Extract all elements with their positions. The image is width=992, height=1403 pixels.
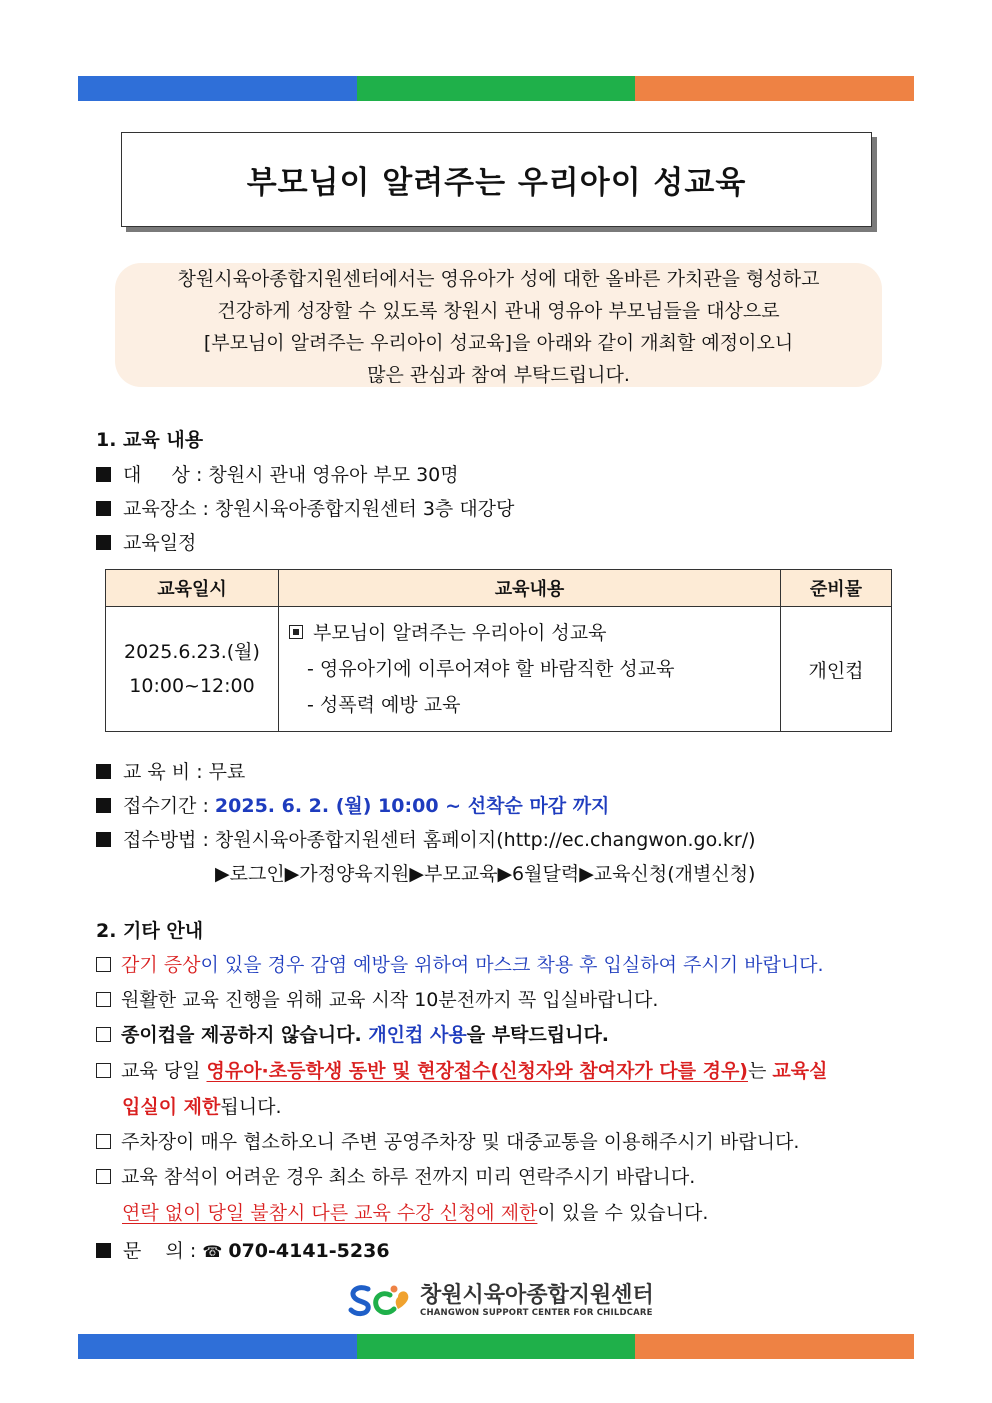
intro-line: 많은 관심과 참여 부탁드립니다. bbox=[367, 364, 630, 386]
note2-text: 원활한 교육 진행을 위해 교육 시작 10분전까지 꼭 입실바랍니다. bbox=[121, 989, 659, 1011]
fee-label: 교 육 비 bbox=[123, 761, 191, 783]
note5-text: 주차장이 매우 협소하오니 주변 공영주차장 및 대중교통을 이용해주시기 바랍니다. bbox=[121, 1131, 800, 1153]
section2-heading: 2. 기타 안내 bbox=[96, 920, 204, 942]
note3-b: 개인컵 사용 bbox=[368, 1024, 467, 1046]
bottom-color-stripe bbox=[78, 1334, 914, 1359]
checkbox-icon bbox=[96, 1063, 111, 1078]
note3-a: 종이컵을 제공하지 않습니다. bbox=[121, 1024, 362, 1046]
logo-name: 창원시육아종합지원센터 bbox=[420, 1283, 654, 1308]
method-row: 접수방법 : 창원시육아종합지원센터 홈페이지(http://ec.changwon.go.kr/) bbox=[96, 825, 756, 852]
target-row: 대 상 : 창원시 관내 영유아 부모 30명 bbox=[96, 460, 459, 487]
logo-mark-icon bbox=[348, 1283, 414, 1319]
checkbox-icon bbox=[96, 1027, 111, 1042]
method-path: ▶로그인▶가정양육지원▶부모교육▶6월달력▶교육신청(개별신청) bbox=[215, 863, 756, 885]
square-bullet-icon bbox=[96, 535, 111, 550]
place-label: 교육장소 bbox=[123, 498, 197, 520]
note-row-cont bbox=[122, 1198, 708, 1225]
note3-c: 을 부탁드립니다. bbox=[466, 1024, 610, 1046]
note-row bbox=[96, 1127, 799, 1154]
content-title: 부모님이 알려주는 우리아이 성교육 bbox=[313, 622, 607, 644]
place-row: 교육장소 : 창원시육아종합지원센터 3층 대강당 bbox=[96, 494, 514, 521]
intro-line: 건강하게 성장할 수 있도록 창원시 관내 영유아 부모님들을 대상으로 bbox=[217, 300, 780, 322]
note4-b: 영유아·초등학생 동반 및 현장접수(신청자와 참여자가 다를 경우) bbox=[206, 1060, 748, 1082]
note4-c: 는 bbox=[747, 1060, 773, 1082]
phone-icon: ☎ bbox=[202, 1242, 223, 1261]
schedule-content bbox=[279, 607, 781, 732]
note1-highlight: 감기 증상 bbox=[121, 954, 201, 976]
table-row bbox=[106, 607, 892, 732]
table-header: 준비물 bbox=[781, 570, 892, 607]
page-title: 부모님이 알려주는 우리아이 성교육 bbox=[246, 165, 747, 201]
note-row bbox=[96, 1020, 609, 1047]
schedule-time: 10:00~12:00 bbox=[129, 675, 255, 697]
note-row bbox=[96, 950, 824, 977]
intro-box bbox=[115, 263, 882, 387]
period-row: 접수기간 : 2025. 6. 2. (월) 10:00 ~ 선착순 마감 까지 bbox=[96, 791, 609, 818]
note4-e: 입실이 제한 bbox=[122, 1096, 221, 1118]
target-label: 대 상 bbox=[123, 464, 190, 486]
target-value: 창원시 관내 영유아 부모 30명 bbox=[208, 464, 459, 486]
period-value: 2025. 6. 2. (월) 10:00 ~ 선착순 마감 까지 bbox=[214, 795, 610, 817]
schedule-date: 2025.6.23.(월) bbox=[124, 641, 260, 663]
square-bullet-icon bbox=[96, 467, 111, 482]
table-header: 교육일시 bbox=[106, 570, 279, 607]
filled-square-bullet-icon bbox=[289, 625, 303, 639]
intro-line: 창원시육아종합지원센터에서는 영유아가 성에 대한 올바른 가치관을 형성하고 bbox=[177, 268, 820, 290]
note4-f: 됩니다. bbox=[220, 1096, 282, 1118]
checkbox-icon bbox=[96, 992, 111, 1007]
intro-line: [부모님이 알려주는 우리아이 성교육]을 아래와 같이 개최할 예정이오니 bbox=[203, 332, 794, 354]
content-item: - 영유아기에 이루어져야 할 바람직한 성교육 bbox=[307, 658, 675, 680]
schedule-label: 교육일정 bbox=[123, 532, 197, 554]
square-bullet-icon bbox=[96, 1243, 111, 1258]
square-bullet-icon bbox=[96, 798, 111, 813]
note-row bbox=[96, 1162, 695, 1189]
square-bullet-icon bbox=[96, 501, 111, 516]
note7-highlight: 연락 없이 당일 불참시 다른 교육 수강 신청에 제한 bbox=[122, 1202, 538, 1224]
note-row bbox=[96, 1056, 827, 1083]
place-value: 창원시육아종합지원센터 3층 대강당 bbox=[214, 498, 515, 520]
table-header: 교육내용 bbox=[279, 570, 781, 607]
contact-phone: 070-4141-5236 bbox=[228, 1240, 390, 1262]
schedule-row bbox=[96, 528, 196, 555]
note-row-cont bbox=[122, 1092, 282, 1119]
checkbox-icon bbox=[96, 1134, 111, 1149]
checkbox-icon bbox=[96, 1169, 111, 1184]
schedule-table bbox=[105, 569, 892, 732]
note4-a: 교육 당일 bbox=[121, 1060, 207, 1082]
checkbox-icon bbox=[96, 957, 111, 972]
contact-label: 문 의 bbox=[123, 1240, 184, 1262]
content-item: - 성폭력 예방 교육 bbox=[307, 694, 461, 716]
fee-value: 무료 bbox=[208, 761, 246, 783]
note6-text: 교육 참석이 어려운 경우 최소 하루 전까지 미리 연락주시기 바랍니다. bbox=[121, 1166, 696, 1188]
note4-d: 교육실 bbox=[772, 1060, 828, 1082]
title-box bbox=[121, 132, 872, 227]
fee-row: 교 육 비 : 무료 bbox=[96, 757, 245, 784]
schedule-datetime bbox=[106, 607, 279, 732]
contact-row: 문 의 : ☎ 070-4141-5236 bbox=[96, 1236, 390, 1263]
note1-text: 이 있을 경우 감염 예방을 위하여 마스크 착용 후 입실하여 주시기 바랍니다. bbox=[200, 954, 824, 976]
period-label: 접수기간 bbox=[123, 795, 197, 817]
note-row bbox=[96, 985, 658, 1012]
square-bullet-icon bbox=[96, 832, 111, 847]
center-logo bbox=[348, 1283, 654, 1319]
top-color-stripe bbox=[78, 76, 914, 101]
method-value: 창원시육아종합지원센터 홈페이지(http://ec.changwon.go.kr/) bbox=[214, 829, 756, 851]
method-label: 접수방법 bbox=[123, 829, 197, 851]
section1-heading: 1. 교육 내용 bbox=[96, 429, 204, 451]
logo-english-name: CHANGWON SUPPORT CENTER FOR CHILDCARE bbox=[420, 1308, 653, 1318]
square-bullet-icon bbox=[96, 764, 111, 779]
schedule-supplies: 개인컵 bbox=[781, 607, 892, 732]
note7-text: 이 있을 수 있습니다. bbox=[537, 1202, 709, 1224]
